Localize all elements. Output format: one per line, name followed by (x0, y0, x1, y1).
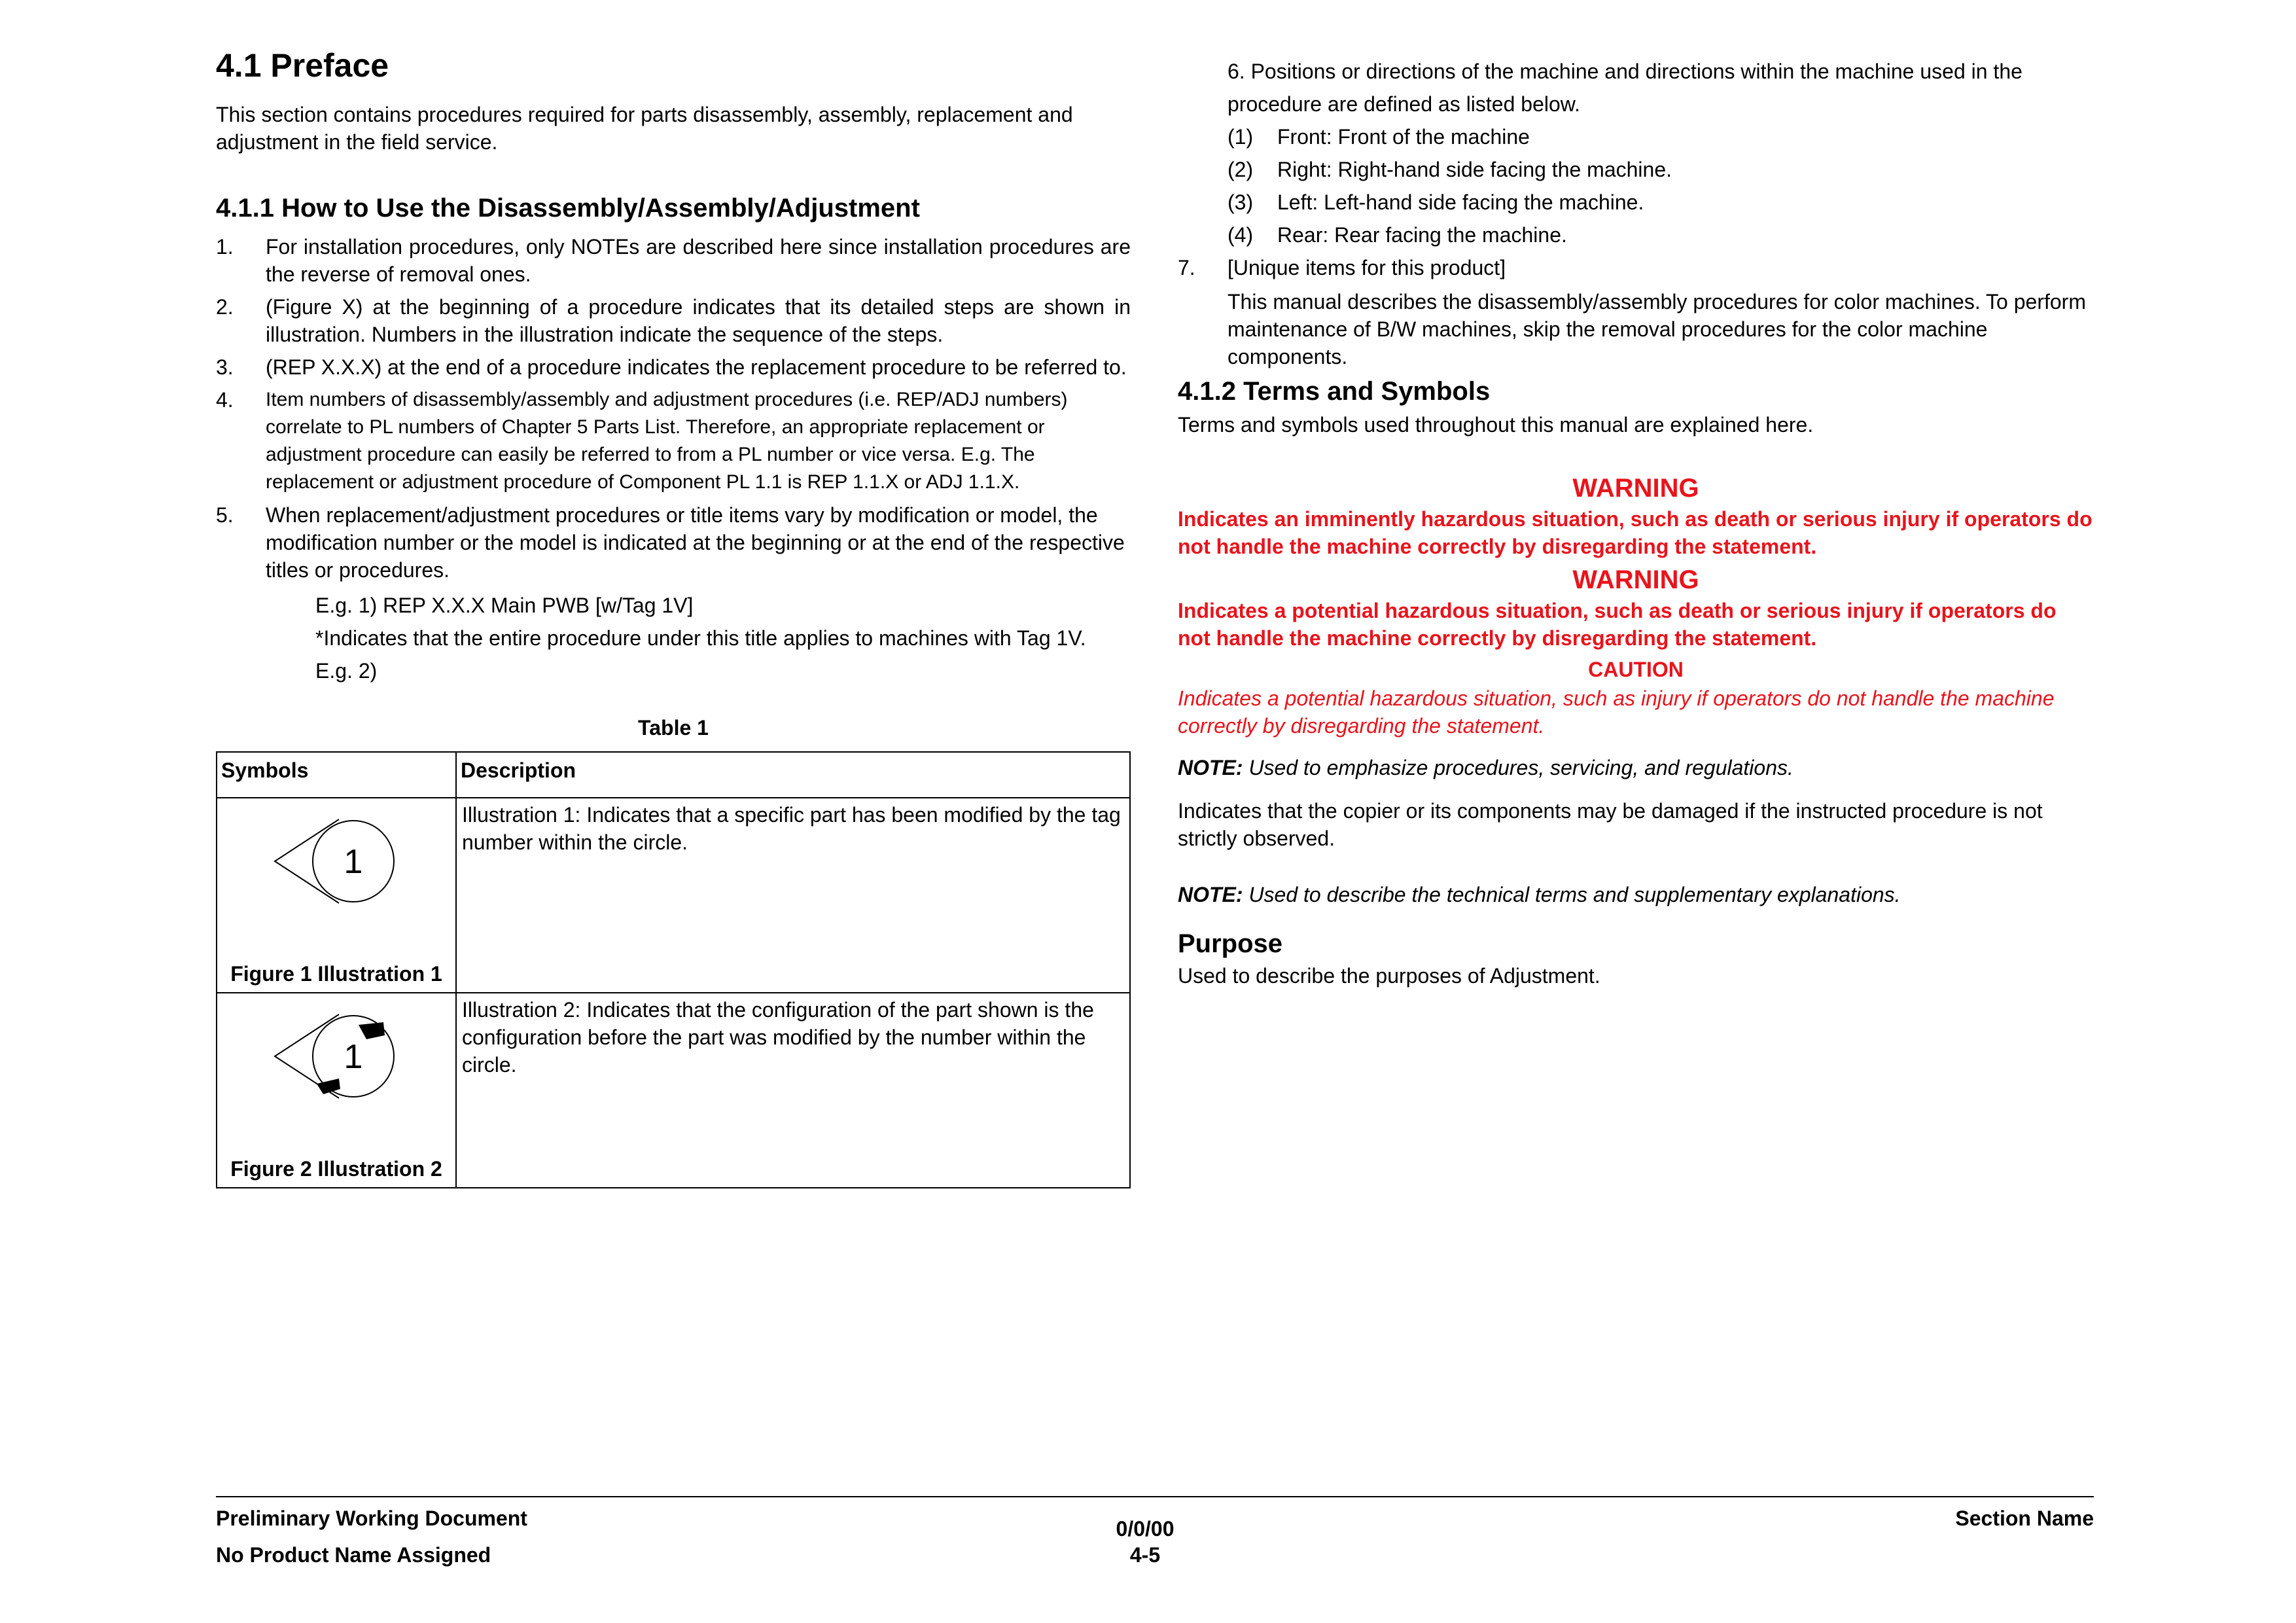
terms-heading: 4.1.2 Terms and Symbols (1178, 377, 1491, 406)
right-column (1178, 55, 2094, 990)
positions-list (1178, 120, 2094, 251)
table-header-symbols: Symbols (217, 752, 456, 798)
list-item (216, 353, 1131, 381)
tag-symbol-icon (268, 815, 399, 907)
footer-section-name: Section Name (1955, 1507, 2094, 1530)
caution-text: Indicates a potential hazardous situation, such as injury if operators do not handle the machine correctly by disregarding the statement. (1178, 687, 2055, 738)
list-item (1227, 186, 2094, 219)
note-label: NOTE: (1178, 883, 1243, 906)
symbol-cell (217, 993, 456, 1188)
purpose-heading: Purpose (1178, 929, 1283, 958)
tag-number: 1 (344, 843, 363, 881)
list-text: [Unique items for this product] (1227, 256, 1506, 279)
howto-heading: 4.1.1 How to Use the Disassembly/Assembly/Adjustment (216, 194, 920, 223)
positions-intro: 6. Positions or directions of the machine and directions within the machine used in the procedure are defined as listed below. (1227, 60, 2022, 116)
list-text: Rear: Rear facing the machine. (1277, 223, 1567, 247)
tag-number: 1 (344, 1038, 363, 1076)
list-number: (2) (1227, 158, 1254, 181)
symbols-table (216, 751, 1131, 1188)
section-title: 4.1 Preface (216, 47, 389, 84)
warning-title: WARNING (1572, 565, 1699, 594)
list-number: (4) (1227, 223, 1254, 247)
list-item (1227, 120, 2094, 153)
list-item (216, 233, 1131, 288)
list-number: (1) (1227, 125, 1254, 149)
list-text: For installation procedures, only NOTEs are described here since installation procedures are the reverse of removal ones. (266, 235, 1131, 286)
purpose-text: Used to describe the purposes of Adjustment. (1178, 964, 1600, 988)
warning-text: Indicates a potential hazardous situation, such as death or serious injury if operators do not handle the machine correctly by disregarding the statement. (1178, 599, 2057, 650)
list-text: When replacement/adjustment procedures or title items vary by modification or model, the modification number or the model is indicated at the beginning or at the end of the respective titles or procedures. (266, 503, 1125, 582)
damage-text: Indicates that the copier or its components may be damaged if the instructed procedure is not strictly observed. (1178, 799, 2043, 850)
list-number: (3) (1227, 190, 1254, 214)
list-number: 1. (216, 235, 234, 259)
footer-date: 0/0/00 (1116, 1517, 1174, 1541)
example-1: E.g. 1) REP X.X.X Main PWB [w/Tag 1V] (315, 594, 694, 617)
list-item (216, 386, 1131, 496)
tag-before-symbol-icon (268, 1010, 399, 1102)
note-text: Used to emphasize procedures, servicing, and regulations. (1243, 756, 1793, 779)
footer-divider (216, 1496, 2094, 1497)
list-text: Left: Left-hand side facing the machine. (1277, 190, 1644, 214)
howto-list (216, 233, 1131, 584)
list-number: 3. (216, 355, 234, 379)
table-row (217, 798, 1130, 993)
table-row (217, 993, 1130, 1188)
warning-text: Indicates an imminently hazardous situation, such as death or serious injury if operators do not handle the machine correctly by disregarding the statement. (1178, 507, 2093, 558)
list-text: (REP X.X.X) at the end of a procedure indicates the replacement procedure to be referred to. (266, 355, 1127, 379)
list-item (1227, 153, 2094, 186)
terms-intro: Terms and symbols used throughout this manual are explained here. (1178, 413, 1814, 437)
table-caption: Table 1 (638, 716, 709, 740)
list-text: Item numbers of disassembly/assembly and adjustment procedures (i.e. REP/ADJ numbers) correlate to PL numbers of Chapter 5 Parts List. Therefore, an appropriate replacement or adjustment procedure can easily be referred to from a PL number or vice versa. E.g. The replacement or adjustment procedure of Component PL 1.1 is REP 1.1.X or ADJ 1.1.X. (266, 389, 1068, 493)
table-header-row (217, 752, 1130, 798)
list-item (216, 293, 1131, 348)
list-text: Front: Front of the machine (1277, 125, 1530, 149)
example-1-note: *Indicates that the entire procedure under this title applies to machines with Tag 1V. (315, 626, 1086, 650)
list-item (1178, 251, 2094, 284)
section-intro: This section contains procedures required for parts disassembly, assembly, replacement and adjustment in the field service. (216, 103, 1073, 154)
caution-title: CAUTION (1588, 658, 1684, 681)
unique-items (1178, 251, 2094, 284)
footer-left-2: No Product Name Assigned (216, 1543, 491, 1567)
table-header-description: Description (456, 752, 1130, 798)
symbol-cell (217, 798, 456, 993)
list-number: 2. (216, 295, 234, 319)
footer-page-number: 4-5 (1129, 1543, 1161, 1567)
list-number: 7. (1178, 256, 1195, 279)
warning-title: WARNING (1572, 474, 1699, 503)
example-2: E.g. 2) (315, 659, 378, 683)
list-number: 5. (216, 503, 234, 527)
note-text: Used to describe the technical terms and supplementary explanations. (1243, 883, 1901, 906)
list-text: Right: Right-hand side facing the machine. (1277, 158, 1672, 181)
list-number: 4. (216, 388, 234, 412)
list-item (1227, 219, 2094, 251)
list-text: (Figure X) at the beginning of a procedure indicates that its detailed steps are shown in illustration. Numbers in the illustration indicate the sequence of the steps. (266, 295, 1131, 346)
description-cell: Illustration 1: Indicates that a specific part has been modified by the tag number within the circle. (456, 798, 1130, 993)
note-technical (1178, 881, 2094, 908)
footer-left-1: Preliminary Working Document (216, 1507, 527, 1530)
figure-caption: Figure 1 Illustration 1 (230, 962, 442, 986)
note-label: NOTE: (1178, 756, 1243, 779)
unique-description: This manual describes the disassembly/assembly procedures for color machines. To perform maintenance of B/W machines, skip the removal procedures for the color machine components. (1227, 290, 2086, 368)
list-item (216, 501, 1131, 584)
figure-caption: Figure 2 Illustration 2 (230, 1157, 442, 1181)
note-emphasis (1178, 754, 2094, 781)
left-column (216, 45, 1131, 1188)
description-cell: Illustration 2: Indicates that the configuration of the part shown is the configuration before the part was modified by the number within the circle. (456, 993, 1130, 1188)
